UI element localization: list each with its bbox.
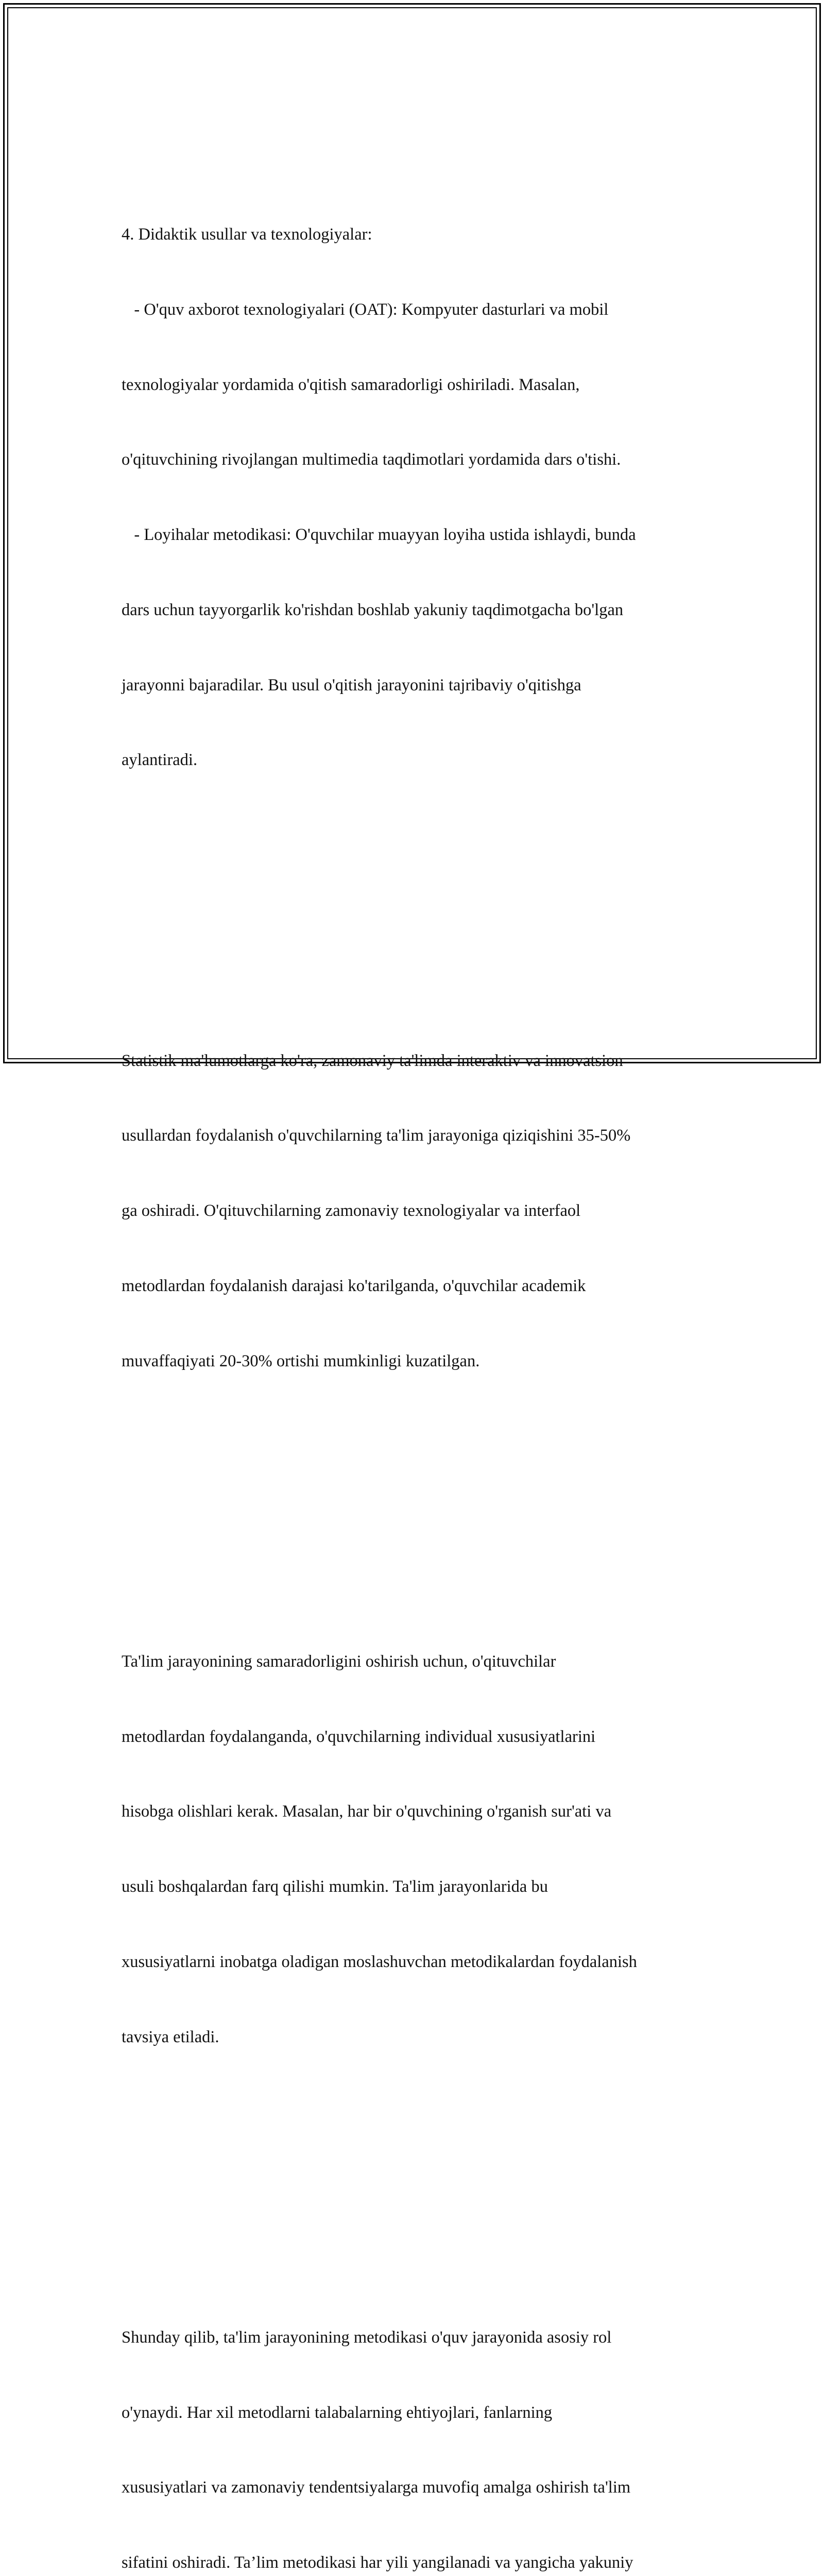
text-line: ga oshiradi. O'qituvchilarning zamonaviy texnologiyalar va interfaol — [122, 1201, 581, 1221]
text-line: Shunday qilib, ta'lim jarayonining metodikasi o'quv jarayonida asosiy rol — [122, 2328, 612, 2347]
text-line: hisobga olishlari kerak. Masalan, har bir o'quvchining o'rganish sur'ati va — [122, 1802, 612, 1821]
text-line: Statistik ma'lumotlarga ko'ra, zamonaviy ta'limda interaktiv va innovatsion — [122, 1051, 623, 1070]
text-line: sifatini oshiradi. Ta’lim metodikasi har yili yangilanadi va yangicha yakuniy — [122, 2553, 633, 2572]
text-line: dars uchun tayyorgarlik ko'rishdan boshlab yakuniy taqdimotgacha bo'lgan — [122, 600, 624, 619]
text-line: aylantiradi. — [122, 751, 198, 770]
text-line: usullardan foydalanish o'quvchilarning ta'lim jarayoniga qiziqishini 35-50% — [122, 1126, 631, 1145]
text-line: metodlardan foydalanganda, o'quvchilarning individual xususiyatlarini — [122, 1727, 596, 1746]
text-line: xususiyatlari va zamonaviy tendentsiyalarga muvofiq amalga oshirish ta'lim — [122, 2478, 631, 2497]
paragraph-spacer — [122, 1499, 709, 1524]
text-line: usuli boshqalardan farq qilishi mumkin. Ta'lim jarayonlarida bu — [122, 1877, 548, 1896]
list-item-project-method: - Loyihalar metodikasi: O'quvchilar muayyan loyiha ustida ishlaydi, bunda — [122, 526, 636, 545]
text-line: xususiyatlarni inobatga oladigan moslashuvchan metodikalardan foydalanish — [122, 1952, 637, 1971]
text-line: Ta'lim jarayonining samaradorligini oshirish uchun, o'qituvchilar — [122, 1652, 556, 1671]
text-line: o'qituvchining rivojlangan multimedia taqdimotlari yordamida dars o'tishi. — [122, 450, 621, 469]
text-line: muvaffaqiyati 20-30% ortishi mumkinligi kuzatilgan. — [122, 1351, 480, 1370]
paragraph-spacer — [122, 898, 709, 923]
paragraph-statistics — [122, 998, 709, 1423]
document-body — [122, 97, 709, 2576]
text-line: o'ynaydi. Har xil metodlarni talabalarning ehtiyojlari, fanlarning — [122, 2403, 553, 2422]
section-heading: 4. Didaktik usullar va texnologiyalar: — [122, 225, 372, 244]
text-line: jarayonni bajaradilar. Bu usul o'qitish jarayonini tajribaviy o'qitishga — [122, 675, 581, 694]
text-line: tavsiya etiladi. — [122, 2027, 219, 2046]
paragraph-individual-approach — [122, 1599, 709, 2100]
paragraph-conclusion — [122, 2275, 709, 2576]
text-line: texnologiyalar yordamida o'qitish samaradorligi oshiriladi. Masalan, — [122, 375, 580, 394]
text-line: metodlardan foydalanish darajasi ko'tarilganda, o'quvchilar academik — [122, 1276, 586, 1295]
paragraph-spacer — [122, 2175, 709, 2200]
section-didactic-methods — [122, 172, 709, 823]
list-item-oat: - O'quv axborot texnologiyalari (OAT): Kompyuter dasturlari va mobil — [122, 300, 609, 319]
